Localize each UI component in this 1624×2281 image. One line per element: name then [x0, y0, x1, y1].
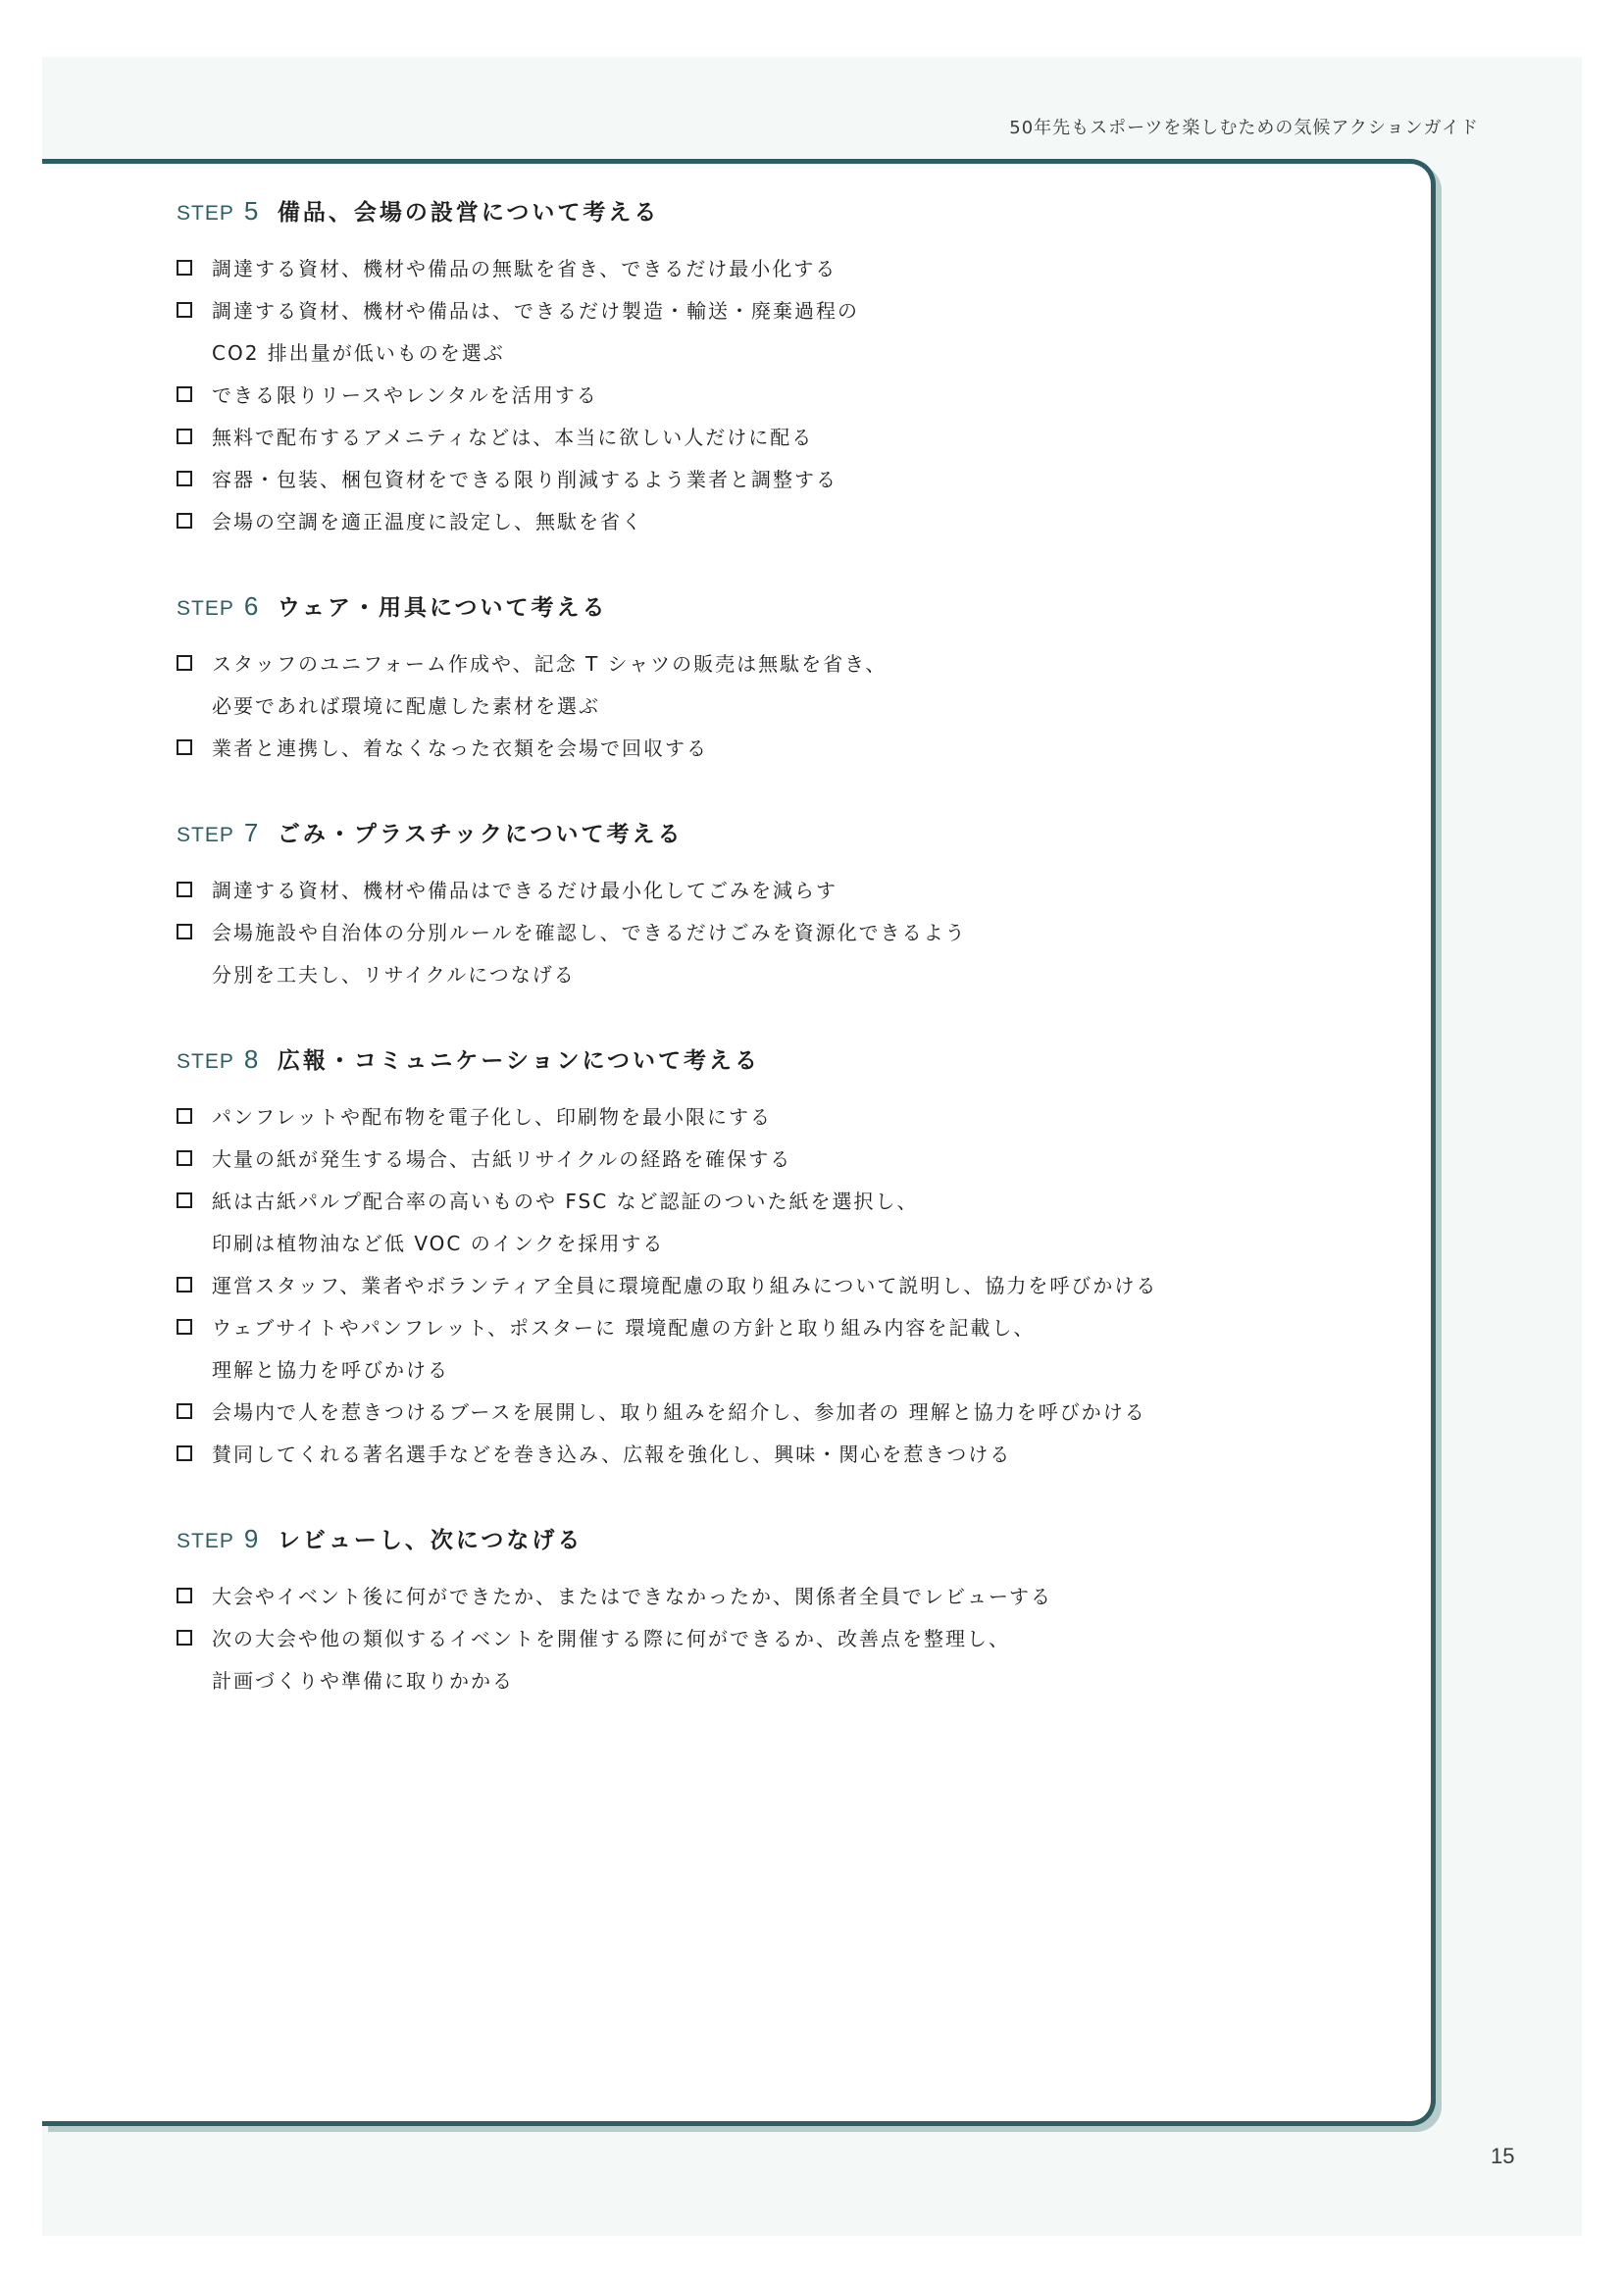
checklist-item: [177, 1181, 1353, 1265]
checklist-item: [177, 1434, 1353, 1476]
checklist-item: [177, 1576, 1353, 1618]
checklist-item: [177, 248, 1353, 290]
checkbox-icon: [177, 882, 192, 897]
checklist-item-line: 分別を工夫し、リサイクルにつなげる: [212, 963, 576, 987]
checklist-item-text: [212, 728, 708, 770]
checklist-item-line: パンフレットや配布物を電子化し、印刷物を最小限にする: [212, 1105, 772, 1129]
step-number: 5: [243, 196, 259, 226]
checkbox-icon: [177, 302, 192, 318]
checklist-item-line: CO2 排出量が低いものを選ぶ: [212, 341, 505, 365]
checklist-item-line: 会場施設や自治体の分別ルールを確認し、できるだけごみを資源化できるよう: [212, 921, 967, 944]
step-section: [177, 194, 1353, 543]
checkbox-icon: [177, 1588, 192, 1603]
checkbox-icon: [177, 924, 192, 939]
checklist-item-text: [212, 1265, 1157, 1307]
checklist-item-text: [212, 290, 859, 375]
checklist-item-line: 無料で配布するアメニティなどは、本当に欲しい人だけに配る: [212, 426, 814, 449]
checklist-item-text: [212, 912, 967, 996]
checkbox-icon: [177, 1108, 192, 1124]
checklist-item: [177, 1265, 1353, 1307]
checklist-item-text: [212, 870, 837, 912]
checkbox-icon: [177, 1403, 192, 1419]
checklist-item: [177, 1392, 1353, 1434]
checkbox-icon: [177, 513, 192, 529]
checkbox-icon: [177, 471, 192, 486]
step-number: 6: [243, 591, 259, 621]
step-section: [177, 816, 1353, 996]
checklist-item: [177, 417, 1353, 459]
checklist-item-text: [212, 459, 837, 501]
step-label: STEP: [177, 1050, 234, 1073]
step-label: STEP: [177, 597, 234, 620]
step-label: STEP: [177, 1530, 234, 1552]
checklist-item-text: [212, 1307, 1035, 1392]
checklist-item-line: 計画づくりや準備に取りかかる: [212, 1669, 514, 1693]
checklist-item-text: [212, 1392, 1146, 1434]
checklist-item-line: 賛同してくれる著名選手などを巻き込み、広報を強化し、興味・関心を惹きつける: [212, 1443, 1012, 1466]
checklist-item-line: 紙は古紙パルプ配合率の高いものや FSC など認証のついた紙を選択し、: [212, 1190, 919, 1213]
checkbox-icon: [177, 1319, 192, 1335]
checkbox-icon: [177, 655, 192, 671]
page-number: 15: [1491, 2144, 1515, 2168]
checklist-item-text: [212, 248, 837, 290]
checkbox-icon: [177, 1192, 192, 1208]
guide-title: 50年先もスポーツを楽しむための気候アクションガイド: [1009, 118, 1479, 138]
checklist-item: [177, 459, 1353, 501]
checklist-item-text: [212, 417, 813, 459]
step-title: レビューし、次につなげる: [277, 1528, 584, 1553]
step-heading: [177, 816, 1353, 869]
checkbox-icon: [177, 1630, 192, 1646]
checklist-item-line: 必要であれば環境に配慮した素材を選ぶ: [212, 694, 600, 718]
step-heading: [177, 194, 1353, 247]
step-title: ウェア・用具について考える: [277, 595, 608, 621]
step-number: 8: [243, 1044, 259, 1074]
checklist-item: [177, 501, 1353, 543]
checklist-item-line: 次の大会や他の類似するイベントを開催する際に何ができるか、改善点を整理し、: [212, 1627, 1010, 1650]
checklist-item: [177, 290, 1353, 375]
checklist-item-text: [212, 1434, 1011, 1476]
step-heading: [177, 1042, 1353, 1095]
checklist-item-line: 印刷は植物油など低 VOC のインクを採用する: [212, 1232, 665, 1255]
checkbox-icon: [177, 739, 192, 755]
step-title: 備品、会場の設営について考える: [277, 200, 660, 226]
checklist-item-text: [212, 1181, 919, 1265]
step-label: STEP: [177, 202, 234, 225]
checklist-item-line: 理解と協力を呼びかける: [212, 1358, 449, 1382]
checklist-item-line: 調達する資材、機材や備品の無駄を省き、できるだけ最小化する: [212, 257, 837, 280]
checklist-item-text: [212, 501, 643, 543]
step-section: [177, 1522, 1353, 1702]
checklist-item-line: できる限りリースやレンタルを活用する: [212, 383, 598, 407]
checklist-item: [177, 1618, 1353, 1702]
step-section: [177, 1042, 1353, 1476]
checklist-item-text: [212, 1139, 791, 1181]
checkbox-icon: [177, 429, 192, 444]
step-heading: [177, 1522, 1353, 1575]
checklist-item-text: [212, 375, 598, 417]
checklist-item: [177, 643, 1353, 728]
checklist-item-text: [212, 1576, 1052, 1618]
step-title: 広報・コミュニケーションについて考える: [277, 1048, 761, 1074]
step-heading: [177, 589, 1353, 642]
checklist-item-line: 調達する資材、機材や備品は、できるだけ製造・輸送・廃棄過程の: [212, 299, 859, 323]
checklist-item-line: 会場の空調を適正温度に設定し、無駄を省く: [212, 510, 643, 533]
checkbox-icon: [177, 1445, 192, 1461]
checklist-item-text: [212, 1618, 1010, 1702]
checkbox-icon: [177, 386, 192, 402]
checklist-item-line: 調達する資材、機材や備品はできるだけ最小化してごみを減らす: [212, 879, 837, 902]
checkbox-icon: [177, 1150, 192, 1166]
checklist-item-line: 大会やイベント後に何ができたか、またはできなかったか、関係者全員でレビューする: [212, 1585, 1052, 1608]
checkbox-icon: [177, 1277, 192, 1293]
checklist-item: [177, 1307, 1353, 1392]
checkbox-icon: [177, 260, 192, 276]
checklist-item: [177, 1096, 1353, 1139]
checklist-content: [177, 194, 1353, 1749]
checklist-item-line: 大量の紙が発生する場合、古紙リサイクルの経路を確保する: [212, 1147, 792, 1171]
checklist-item-line: 会場内で人を惹きつけるブースを展開し、取り組みを紹介し、参加者の 理解と協力を呼びかける: [212, 1400, 1146, 1424]
step-section: [177, 589, 1353, 770]
checklist-item: [177, 375, 1353, 417]
checklist-item-line: ウェブサイトやパンフレット、ポスターに 環境配慮の方針と取り組み内容を記載し、: [212, 1316, 1036, 1340]
step-label: STEP: [177, 824, 234, 846]
checklist-item: [177, 728, 1353, 770]
checklist-item: [177, 870, 1353, 912]
checklist-item-line: 運営スタッフ、業者やボランティア全員に環境配慮の取り組みについて説明し、協力を呼びかける: [212, 1274, 1158, 1297]
checklist-item: [177, 912, 1353, 996]
step-number: 9: [243, 1524, 259, 1553]
checklist-item-line: 業者と連携し、着なくなった衣類を会場で回収する: [212, 736, 708, 760]
checklist-item-text: [212, 1096, 772, 1139]
step-number: 7: [243, 818, 259, 847]
checklist-item-text: [212, 643, 887, 728]
checklist-item: [177, 1139, 1353, 1181]
step-title: ごみ・プラスチックについて考える: [277, 822, 684, 847]
checklist-item-line: スタッフのユニフォーム作成や、記念 T シャツの販売は無駄を省き、: [212, 652, 888, 676]
checklist-item-line: 容器・包装、梱包資材をできる限り削減するよう業者と調整する: [212, 468, 837, 491]
